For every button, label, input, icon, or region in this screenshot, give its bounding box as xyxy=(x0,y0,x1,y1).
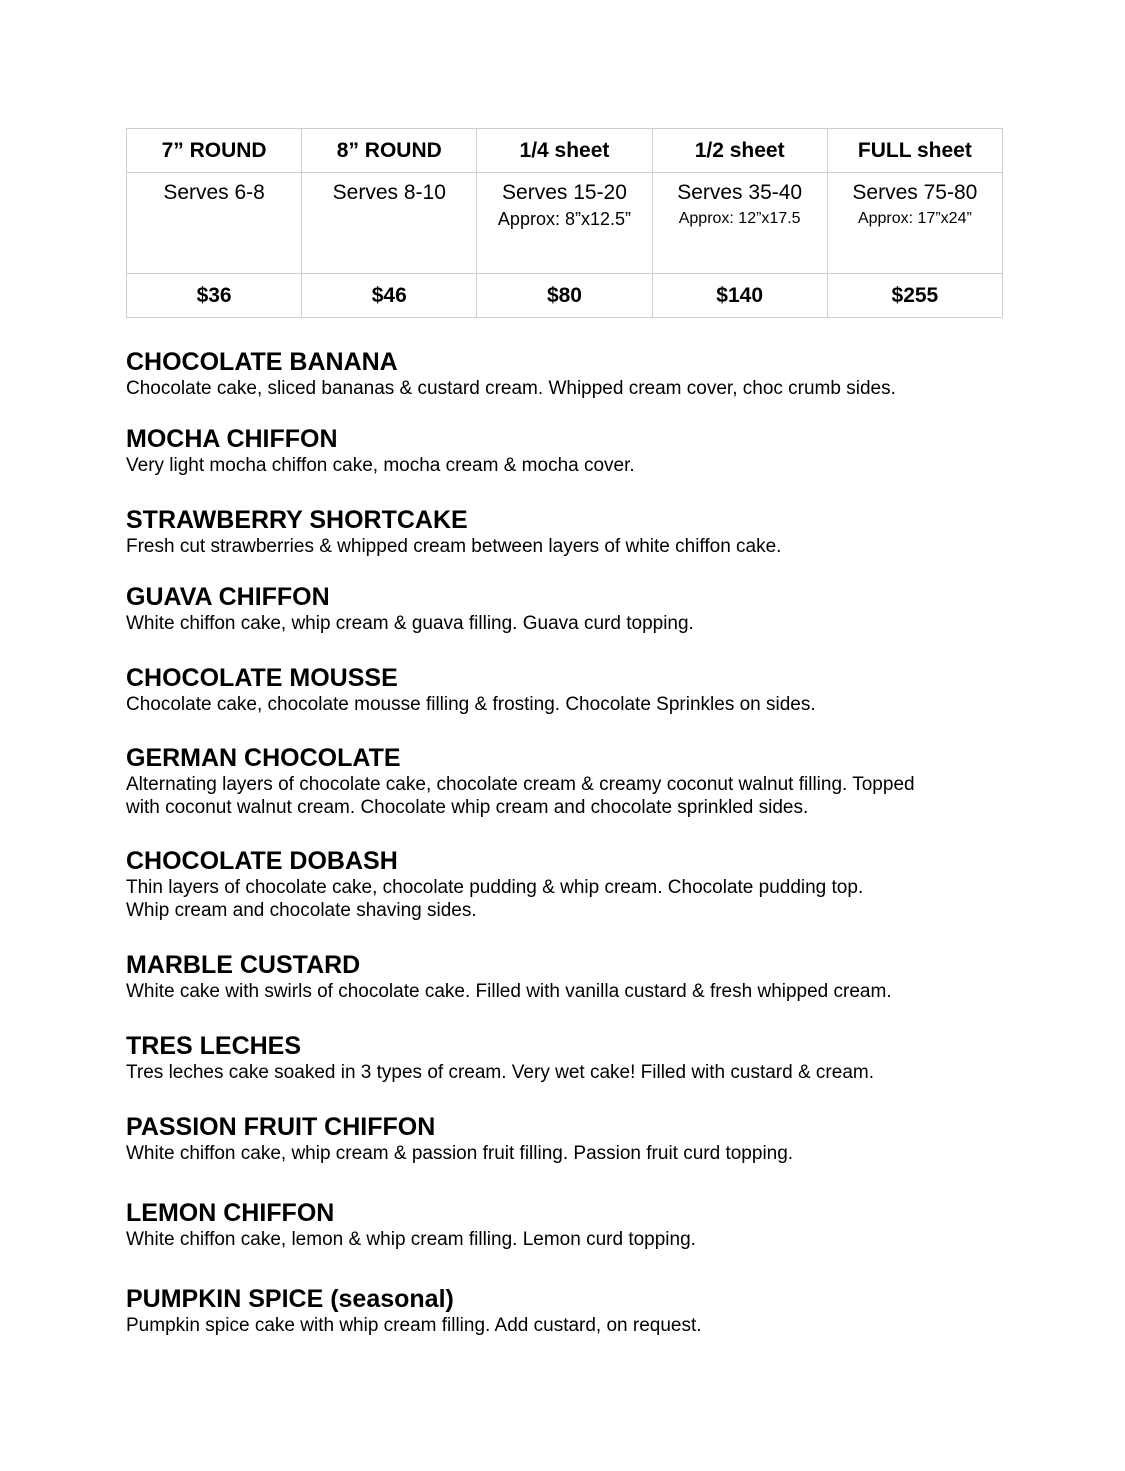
menu-item xyxy=(126,505,1026,582)
cake-menu-list xyxy=(126,347,1026,1344)
size-header: 1/2 sheet xyxy=(652,129,827,173)
serves-text: Serves 75-80 xyxy=(852,181,978,204)
menu-item xyxy=(126,1031,1026,1112)
size-header: FULL sheet xyxy=(827,129,1002,173)
approx-size: Approx: 17”x24” xyxy=(857,210,972,227)
menu-item-name: CHOCOLATE MOUSSE xyxy=(126,664,398,692)
menu-item xyxy=(126,743,1026,846)
price-table xyxy=(126,128,1003,318)
price-cell: $255 xyxy=(827,274,1002,318)
menu-item xyxy=(126,1284,1026,1344)
menu-item-name: GERMAN CHOCOLATE xyxy=(126,744,401,772)
serves-text: Serves 8-10 xyxy=(332,181,446,204)
price-cell: $36 xyxy=(127,274,302,318)
price-cell: $140 xyxy=(652,274,827,318)
price-row xyxy=(127,274,1003,318)
menu-item-description: Whip cream and chocolate shaving sides. xyxy=(126,900,477,921)
size-header: 1/4 sheet xyxy=(477,129,652,173)
menu-item-description: Tres leches cake soaked in 3 types of cream. Very wet cake! Filled with custard & cream. xyxy=(126,1062,874,1083)
menu-item-description: Chocolate cake, chocolate mousse filling & frosting. Chocolate Sprinkles on sides. xyxy=(126,694,816,715)
serves-text: Serves 35-40 xyxy=(677,181,803,204)
menu-item-description: Alternating layers of chocolate cake, chocolate cream & creamy coconut walnut filling. Topped xyxy=(126,774,915,795)
menu-item-name: LEMON CHIFFON xyxy=(126,1199,335,1227)
menu-item xyxy=(126,950,1026,1031)
menu-item-description: White cake with swirls of chocolate cake. Filled with vanilla custard & fresh whipped cream. xyxy=(126,981,892,1002)
menu-item xyxy=(126,347,1026,424)
menu-item-description: Thin layers of chocolate cake, chocolate pudding & whip cream. Chocolate pudding top. xyxy=(126,877,864,898)
serves-row xyxy=(127,173,1003,274)
size-header: 7” ROUND xyxy=(127,129,302,173)
serves-cell xyxy=(477,173,652,274)
menu-item-name: CHOCOLATE DOBASH xyxy=(126,847,398,875)
serves-cell xyxy=(302,173,477,274)
menu-item xyxy=(126,424,1026,505)
menu-item xyxy=(126,663,1026,743)
menu-item-description: Chocolate cake, sliced bananas & custard cream. Whipped cream cover, choc crumb sides. xyxy=(126,378,896,399)
size-header: 8” ROUND xyxy=(302,129,477,173)
price-cell: $46 xyxy=(302,274,477,318)
menu-item-description: White chiffon cake, lemon & whip cream filling. Lemon curd topping. xyxy=(126,1229,696,1250)
size-header-row xyxy=(127,129,1003,173)
menu-item xyxy=(126,846,1026,950)
menu-item-name: PUMPKIN SPICE (seasonal) xyxy=(126,1285,454,1313)
menu-item-name: CHOCOLATE BANANA xyxy=(126,348,398,376)
serves-text: Serves 6-8 xyxy=(163,181,265,204)
serves-cell xyxy=(652,173,827,274)
serves-cell xyxy=(827,173,1002,274)
menu-item xyxy=(126,1198,1026,1284)
menu-item-description: with coconut walnut cream. Chocolate whip cream and chocolate sprinkled sides. xyxy=(126,797,809,818)
menu-item xyxy=(126,582,1026,663)
menu-item-description: Pumpkin spice cake with whip cream filling. Add custard, on request. xyxy=(126,1315,702,1336)
menu-item-name: PASSION FRUIT CHIFFON xyxy=(126,1113,436,1141)
menu-item-name: GUAVA CHIFFON xyxy=(126,583,330,611)
menu-item xyxy=(126,1112,1026,1198)
approx-size: Approx: 12”x17.5 xyxy=(678,210,801,227)
menu-item-name: TRES LECHES xyxy=(126,1032,302,1060)
approx-size: Approx: 8”x12.5” xyxy=(497,209,631,229)
menu-item-description: Very light mocha chiffon cake, mocha cream & mocha cover. xyxy=(126,455,635,476)
menu-item-name: MOCHA CHIFFON xyxy=(126,425,338,453)
serves-cell xyxy=(127,173,302,274)
serves-text: Serves 15-20 xyxy=(502,181,627,204)
menu-item-name: MARBLE CUSTARD xyxy=(126,951,361,979)
price-cell: $80 xyxy=(477,274,652,318)
menu-item-name: STRAWBERRY SHORTCAKE xyxy=(126,506,468,534)
menu-item-description: White chiffon cake, whip cream & passion fruit filling. Passion fruit curd topping. xyxy=(126,1143,794,1164)
menu-item-description: Fresh cut strawberries & whipped cream between layers of white chiffon cake. xyxy=(126,536,782,557)
menu-item-description: White chiffon cake, whip cream & guava filling. Guava curd topping. xyxy=(126,613,694,634)
